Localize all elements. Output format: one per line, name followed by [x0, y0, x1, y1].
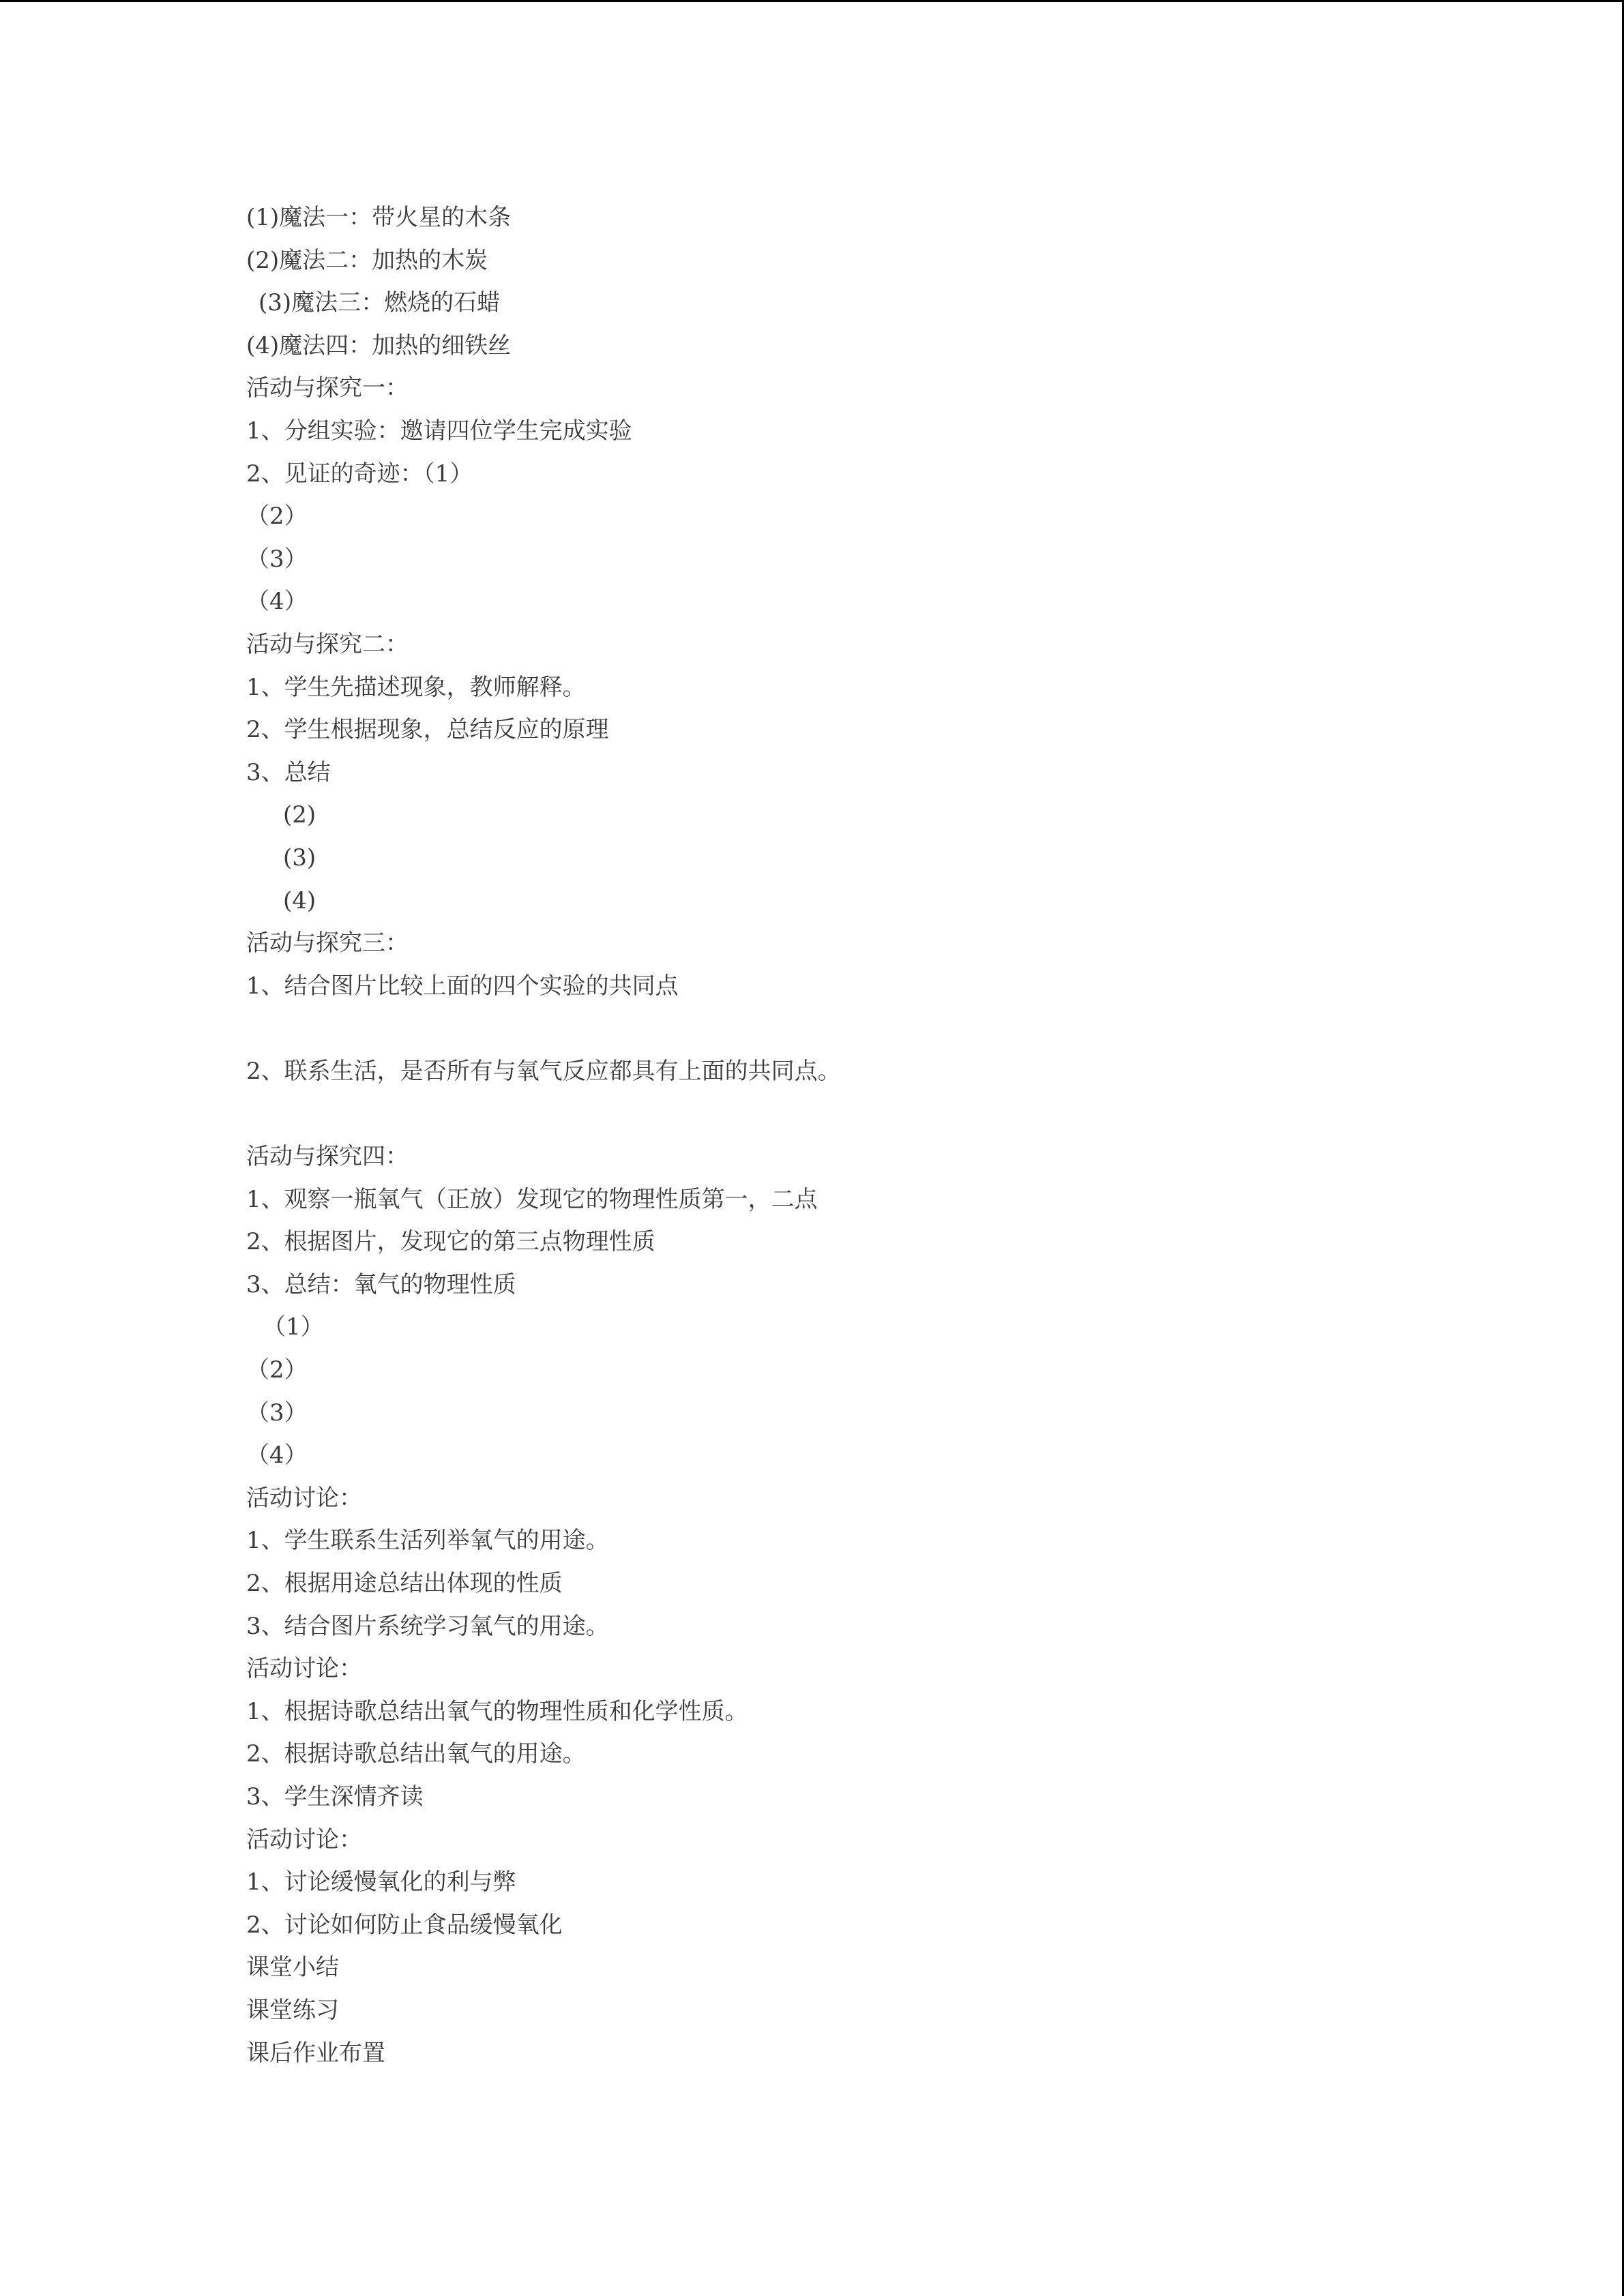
activity-heading-3: 活动与探究三：: [246, 929, 409, 957]
activity-heading-4: 活动与探究四：: [246, 1143, 409, 1171]
activity-2-step-3: 3、总结: [246, 758, 331, 786]
activity-4-sub-3: （3）: [246, 1399, 308, 1427]
activity-4-sub-1: （1）: [263, 1313, 324, 1341]
discussion-3-step-1: 1、讨论缓慢氧化的利与弊: [246, 1868, 516, 1896]
activity-2-step-2: 2、学生根据现象，总结反应的原理: [246, 716, 609, 744]
activity-2-sub-4: (4): [283, 886, 316, 914]
blank-line: [246, 1007, 1542, 1050]
discussion-1-step-2: 2、根据用途总结出体现的性质: [246, 1570, 563, 1597]
discussion-1-step-3: 3、结合图片系统学习氧气的用途。: [246, 1612, 609, 1640]
discussion-2-step-1: 1、根据诗歌总结出氧气的物理性质和化学性质。: [246, 1697, 748, 1725]
activity-heading-2: 活动与探究二：: [246, 630, 409, 658]
magic-item-4: (4)魔法四：加热的细铁丝: [246, 331, 512, 359]
homework-assignment: 课后作业布置: [246, 2039, 385, 2067]
discussion-heading-1: 活动讨论：: [246, 1484, 362, 1512]
activity-heading-1: 活动与探究一：: [246, 374, 409, 402]
discussion-2-step-2: 2、根据诗歌总结出氧气的用途。: [246, 1740, 586, 1768]
page-top-border: [0, 0, 1624, 2]
activity-4-sub-4: （4）: [246, 1442, 308, 1470]
magic-item-2: (2)魔法二：加热的木炭: [246, 246, 488, 274]
activity-1-step-1: 1、分组实验：邀请四位学生完成实验: [246, 417, 632, 445]
discussion-3-step-2: 2、讨论如何防止食品缓慢氧化: [246, 1911, 563, 1939]
activity-4-step-2: 2、根据图片，发现它的第三点物理性质: [246, 1228, 655, 1256]
discussion-heading-2: 活动讨论：: [246, 1655, 362, 1683]
activity-1-sub-2: （2）: [246, 503, 308, 531]
class-exercise: 课堂练习: [246, 1996, 339, 2024]
activity-1-sub-4: （4）: [246, 588, 308, 616]
magic-item-1: (1)魔法一：带火星的木条: [246, 204, 512, 231]
blank-line: [246, 1092, 1542, 1135]
activity-1-step-2: 2、见证的奇迹：（1）: [246, 460, 473, 488]
activity-2-step-1: 1、学生先描述现象，教师解释。: [246, 673, 586, 701]
discussion-2-step-3: 3、学生深情齐读: [246, 1783, 424, 1810]
discussion-1-step-1: 1、学生联系生活列举氧气的用途。: [246, 1527, 609, 1555]
magic-item-3: (3)魔法三：燃烧的石蜡: [259, 289, 501, 317]
activity-1-sub-3: （3）: [246, 545, 308, 573]
activity-2-sub-2: (2): [283, 801, 316, 829]
activity-4-step-1: 1、观察一瓶氧气（正放）发现它的物理性质第一，二点: [246, 1185, 818, 1213]
activity-2-sub-3: (3): [283, 844, 316, 871]
activity-4-sub-2: （2）: [246, 1356, 308, 1384]
discussion-heading-3: 活动讨论：: [246, 1825, 362, 1853]
activity-3-step-2: 2、联系生活，是否所有与氧气反应都具有上面的共同点。: [246, 1057, 841, 1085]
document-body: [246, 196, 1542, 2074]
activity-4-step-3: 3、总结：氧气的物理性质: [246, 1270, 516, 1298]
activity-3-step-1: 1、结合图片比较上面的四个实验的共同点: [246, 972, 679, 1000]
class-summary: 课堂小结: [246, 1954, 339, 1982]
